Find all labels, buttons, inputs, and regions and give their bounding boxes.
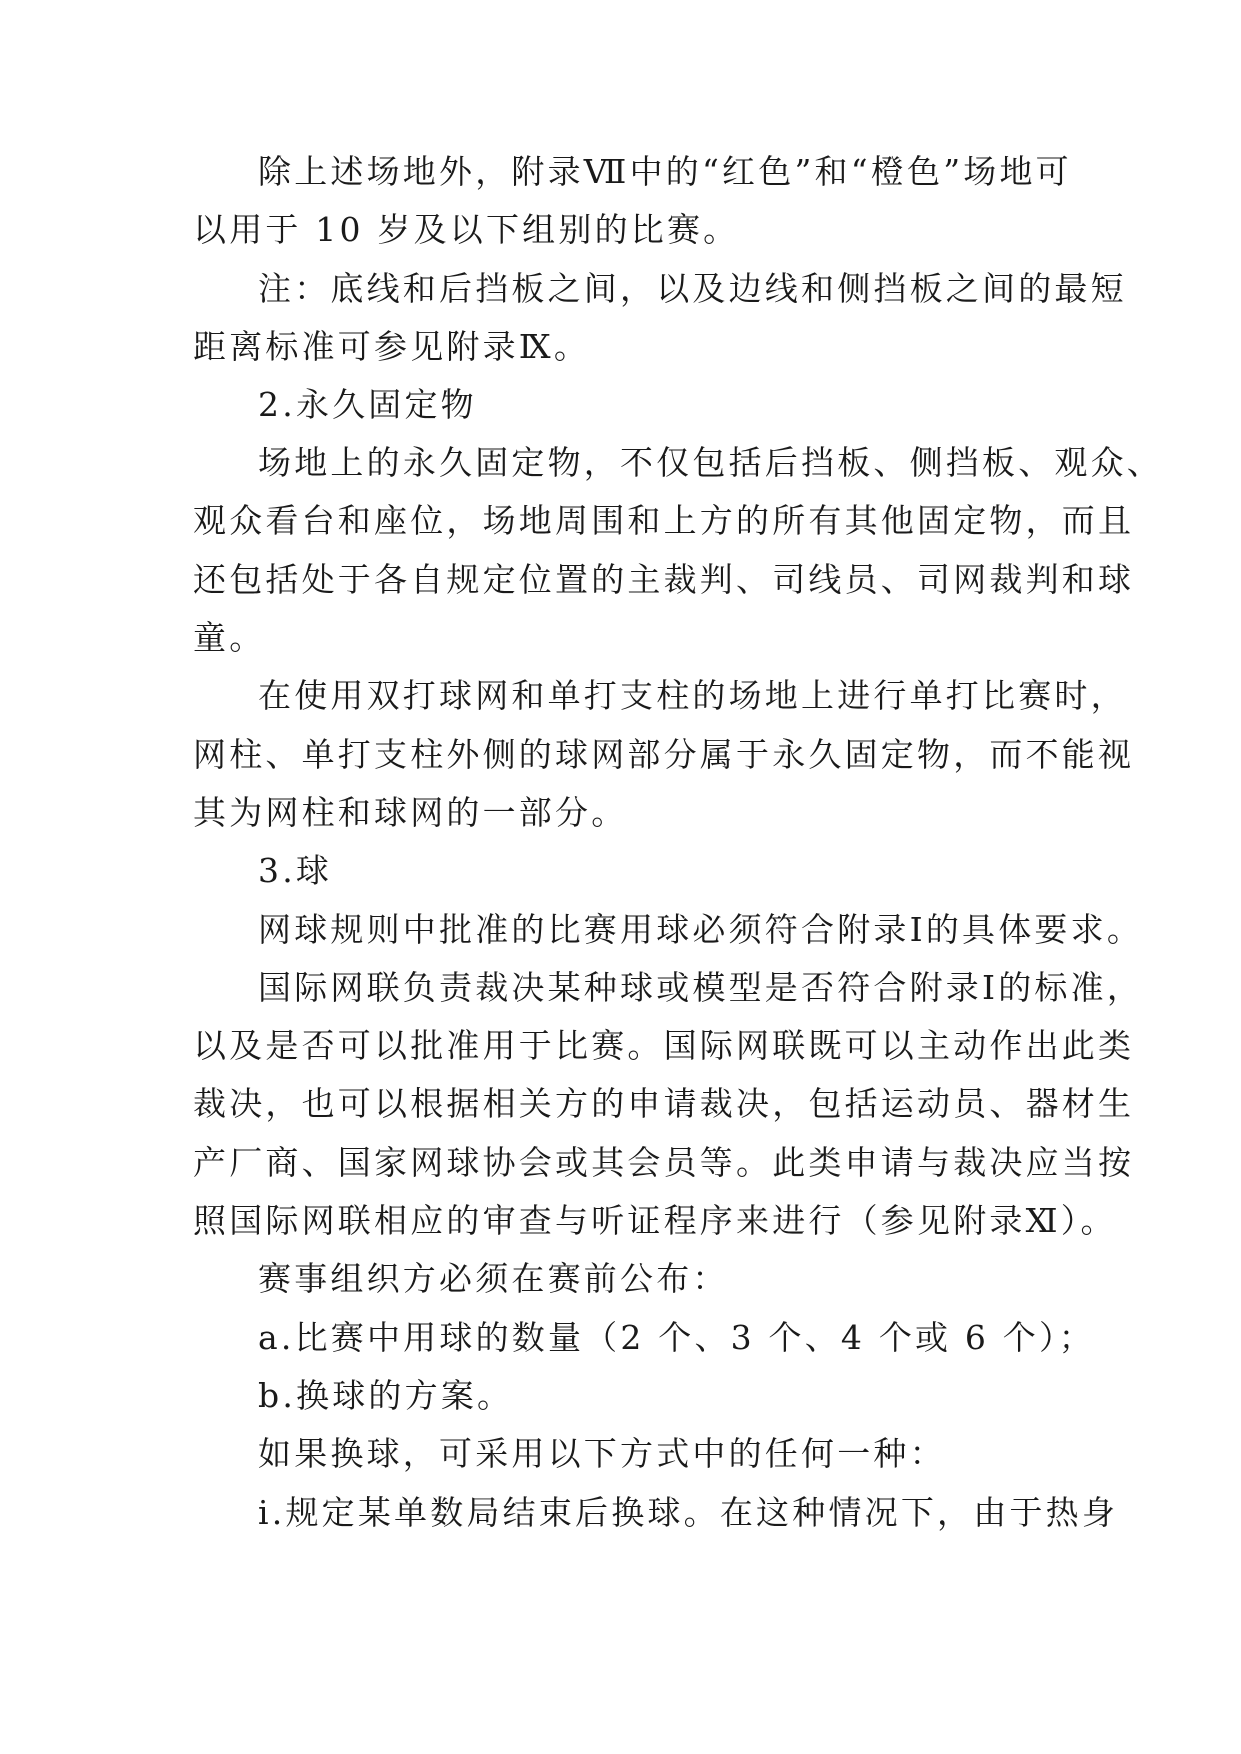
note-line: 注：底线和后挡板之间，以及边线和侧挡板之间的最短: [258, 269, 1127, 308]
paragraph-line: 照国际网联相应的审查与听证程序来进行（参见附录Ⅺ）。: [193, 1201, 1117, 1240]
paragraph-line: 网柱、单打支柱外侧的球网部分属于永久固定物，而不能视: [193, 735, 1135, 774]
paragraph-line: 场地上的永久固定物，不仅包括后挡板、侧挡板、观众、: [258, 443, 1163, 482]
section-heading: 3.球: [258, 851, 333, 890]
paragraph-line: 赛事组织方必须在赛前公布：: [258, 1259, 729, 1298]
paragraph-line: 童。: [193, 618, 266, 657]
paragraph-line: 产厂商、国家网球协会或其会员等。此类申请与裁决应当按: [193, 1143, 1135, 1182]
paragraph-line: 网球规则中批准的比赛用球必须符合附录Ⅰ的具体要求。: [258, 910, 1144, 949]
paragraph-line: 其为网柱和球网的一部分。: [193, 793, 628, 832]
paragraph-line: 还包括处于各自规定位置的主裁判、司线员、司网裁判和球: [193, 560, 1135, 599]
list-item: a.比赛中用球的数量（2 个、3 个、4 个或 6 个）；: [258, 1318, 1095, 1357]
list-item: b.换球的方案。: [258, 1376, 514, 1415]
paragraph-line: 除上述场地外，附录Ⅶ中的“红色”和“橙色”场地可: [258, 152, 1072, 191]
paragraph-line: 在使用双打球网和单打支柱的场地上进行单打比赛时，: [258, 676, 1127, 715]
paragraph-line: 如果换球，可采用以下方式中的任何一种：: [258, 1434, 946, 1473]
paragraph-line: 以及是否可以批准用于比赛。国际网联既可以主动作出此类: [193, 1026, 1135, 1065]
paragraph-line: 观众看台和座位，场地周围和上方的所有其他固定物，而且: [193, 501, 1135, 540]
paragraph-line: 裁决，也可以根据相关方的申请裁决，包括运动员、器材生: [193, 1084, 1135, 1123]
note-line: 距离标准可参见附录Ⅸ。: [193, 327, 591, 366]
section-heading: 2.永久固定物: [258, 385, 477, 424]
list-item: i.规定某单数局结束后换球。在这种情况下，由于热身: [258, 1493, 1119, 1532]
paragraph-line: 以用于 10 岁及以下组别的比赛。: [193, 210, 740, 249]
paragraph-line: 国际网联负责裁决某种球或模型是否符合附录Ⅰ的标准，: [258, 968, 1144, 1007]
